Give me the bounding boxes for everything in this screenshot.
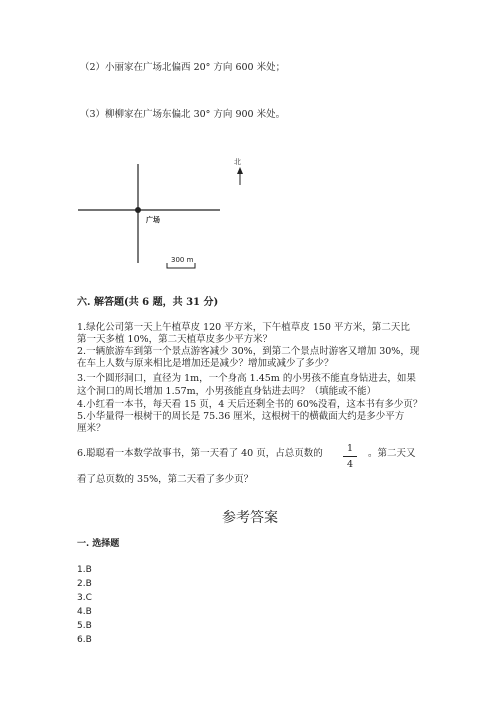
question-6-line2: 看了总页数的 35%，第二天看了多少页？ [77,474,254,485]
s6-line-9: 厘米？ [77,423,106,434]
s6-line-4: 在车上人数与原来相比是增加还是减少？增加或减少了多少？ [77,358,334,369]
center-point [135,207,141,213]
center-label: 广场 [146,216,160,224]
answers-title: 参考答案 [222,510,278,526]
question-3: （3）柳柳家在广场东偏北 30° 方向 900 米处。 [80,109,286,120]
s6-line-2: 第一天多植 10%，第二天植草皮多少平方米？ [77,334,273,345]
question-6-part2: 。第二天又 [368,448,416,459]
answer-item-6: 6.B [77,635,92,645]
fraction-one-quarter [343,443,357,470]
answer-item-2: 2.B [77,579,92,589]
direction-diagram [70,150,250,275]
fraction-numerator: 1 [346,443,354,454]
s6-line-8: 5.小华量得一根树干的周长是 75.36 厘米，这根树干的横截面大约是多少平方 [77,411,405,422]
question-6-part1: 6.聪聪看一本数学故事书，第一天看了 40 页，占总页数的 [77,448,323,459]
answer-item-1: 1.B [77,565,92,575]
answer-item-4: 4.B [77,607,92,617]
north-label: 北 [234,158,241,166]
question-2: （2）小丽家在广场北偏西 20° 方向 600 米处； [80,62,286,73]
s6-line-6: 这个洞口的周长增加 1.57m，小男孩能直身钻进去吗？（填能或不能） [77,386,377,397]
scale-label: 300 m [171,256,194,264]
north-arrowhead [237,167,243,174]
section-6-title: 六. 解答题(共 6 题，共 31 分) [77,297,219,308]
s6-line-5: 3.一个圆形洞口，直径为 1m，一个身高 1.45m 的小男孩不能直身钻进去，如果 [77,373,416,384]
answers-section-1: 一. 选择题 [77,539,120,549]
fraction-denominator: 4 [346,459,354,470]
answer-item-5: 5.B [77,621,92,631]
s6-line-7: 4.小红看一本书，每天看 15 页，4 天后还剩全书的 60%没看，这本书有多少页？ [77,399,423,410]
answer-item-3: 3.C [77,593,92,603]
s6-line-3: 2.一辆旅游车到第一个景点游客减少 30%，到第二个景点时游客又增加 30%，现 [77,346,420,357]
s6-line-1: 1.绿化公司第一天上午植草皮 120 平方米，下午植草皮 150 平方米，第二天比 [77,322,410,333]
fraction-bar [343,456,357,457]
